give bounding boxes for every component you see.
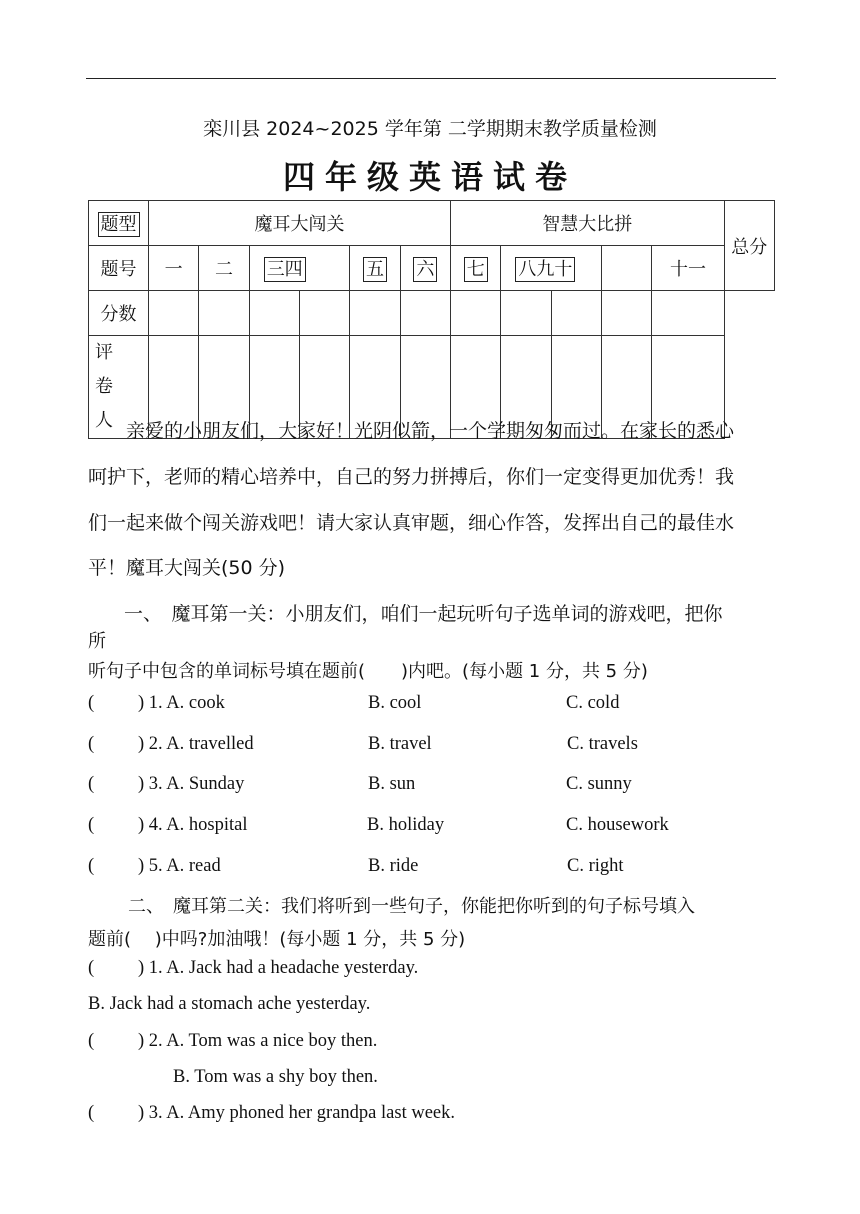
cell-grader-label: 评 卷 人 [89,336,149,439]
q1-option-b: B. cool [368,693,422,713]
exam-title: 四年级英语试卷 [282,158,577,196]
section1-line-3: 听句子中包含的单词标号填在题前( )内吧。(每小题 1 分，共 5 分) [88,661,648,682]
cell-num-6: 七 [451,246,501,291]
s2-q2-paren: ( [88,1031,95,1051]
q4-paren: ( [88,815,95,835]
q3-option-b: B. sun [368,774,416,794]
intro-line-3: 们一起来做个闯关游戏吧！请大家认真审题，细心作答，发挥出自己的最佳水 [88,512,735,534]
cell-num-2: 二 [199,246,249,291]
cell-total: 总分 [724,201,775,291]
cell-group2: 智慧大比拼 [451,201,724,246]
section2-heading: 二、 魔耳第二关：我们将听到一些句子，你能把你听到的句子标号填入 [128,896,695,917]
q4-option-c: C. housework [566,815,669,835]
cell-type-label: 题型 [89,201,149,246]
section1-heading: 一、 魔耳第一关：小朋友们，咱们一起玩听句子选单词的游戏吧，把你 [124,603,723,625]
q2-option-b: B. travel [368,734,432,754]
exam-subtitle: 栾川县 2024~2025 学年第 二学期期末教学质量检测 [203,118,657,140]
q5-paren: ( [88,856,95,876]
s2-q2-option-a: ) 2. A. Tom was a nice boy then. [138,1031,378,1051]
cell-score-label: 分数 [89,291,149,336]
cell-num-7: 八九十 [501,246,602,291]
score-table-row-type [89,201,775,246]
q5-option-a: ) 5. A. read [138,856,221,876]
q4-option-b: B. holiday [367,815,445,835]
top-rule [86,78,776,79]
q3-paren: ( [88,774,95,794]
section2-line-2: 题前( )中吗?加油哦！(每小题 1 分，共 5 分) [88,929,466,950]
q3-option-c: C. sunny [566,774,632,794]
q1-option-a: ) 1. A. cook [138,693,225,713]
q1-option-c: C. cold [566,693,620,713]
q5-option-c: C. right [567,856,624,876]
cell-num-9: 十一 [652,246,724,291]
cell-num-4: 五 [350,246,400,291]
s2-q1-paren: ( [88,958,95,978]
section1-line-2: 所 [88,631,106,652]
q5-option-b: B. ride [368,856,419,876]
cell-num-label: 题号 [89,246,149,291]
q4-option-a: ) 4. A. hospital [138,815,248,835]
score-table-row-score [89,291,775,336]
intro-line-4: 平！魔耳大闯关(50 分) [88,557,286,579]
q2-option-a: ) 2. A. travelled [138,734,254,754]
cell-group1: 魔耳大闯关 [149,201,451,246]
intro-line-1: 亲爱的小朋友们，大家好！光阴似箭，一个学期匆匆而过。在家长的悉心 [126,420,735,442]
s2-q2-option-b: B. Tom was a shy boy then. [173,1067,378,1087]
q1-paren: ( [88,693,95,713]
q2-option-c: C. travels [567,734,638,754]
q2-paren: ( [88,734,95,754]
s2-q3-option-a: ) 3. A. Amy phoned her grandpa last week. [138,1103,455,1123]
s2-q1-option-b: B. Jack had a stomach ache yesterday. [88,994,371,1014]
cell-num-5: 六 [400,246,450,291]
intro-line-2: 呵护下，老师的精心培养中，自己的努力拼搏后，你们一定变得更加优秀！我 [88,466,735,488]
score-table [88,200,775,439]
cell-num-1: 一 [149,246,199,291]
score-table-row-num [89,246,775,291]
cell-num-3: 三四 [249,246,350,291]
q3-option-a: ) 3. A. Sunday [138,774,245,794]
s2-q3-paren: ( [88,1103,95,1123]
cell-num-8-blank [602,246,652,291]
s2-q1-option-a: ) 1. A. Jack had a headache yesterday. [138,958,419,978]
